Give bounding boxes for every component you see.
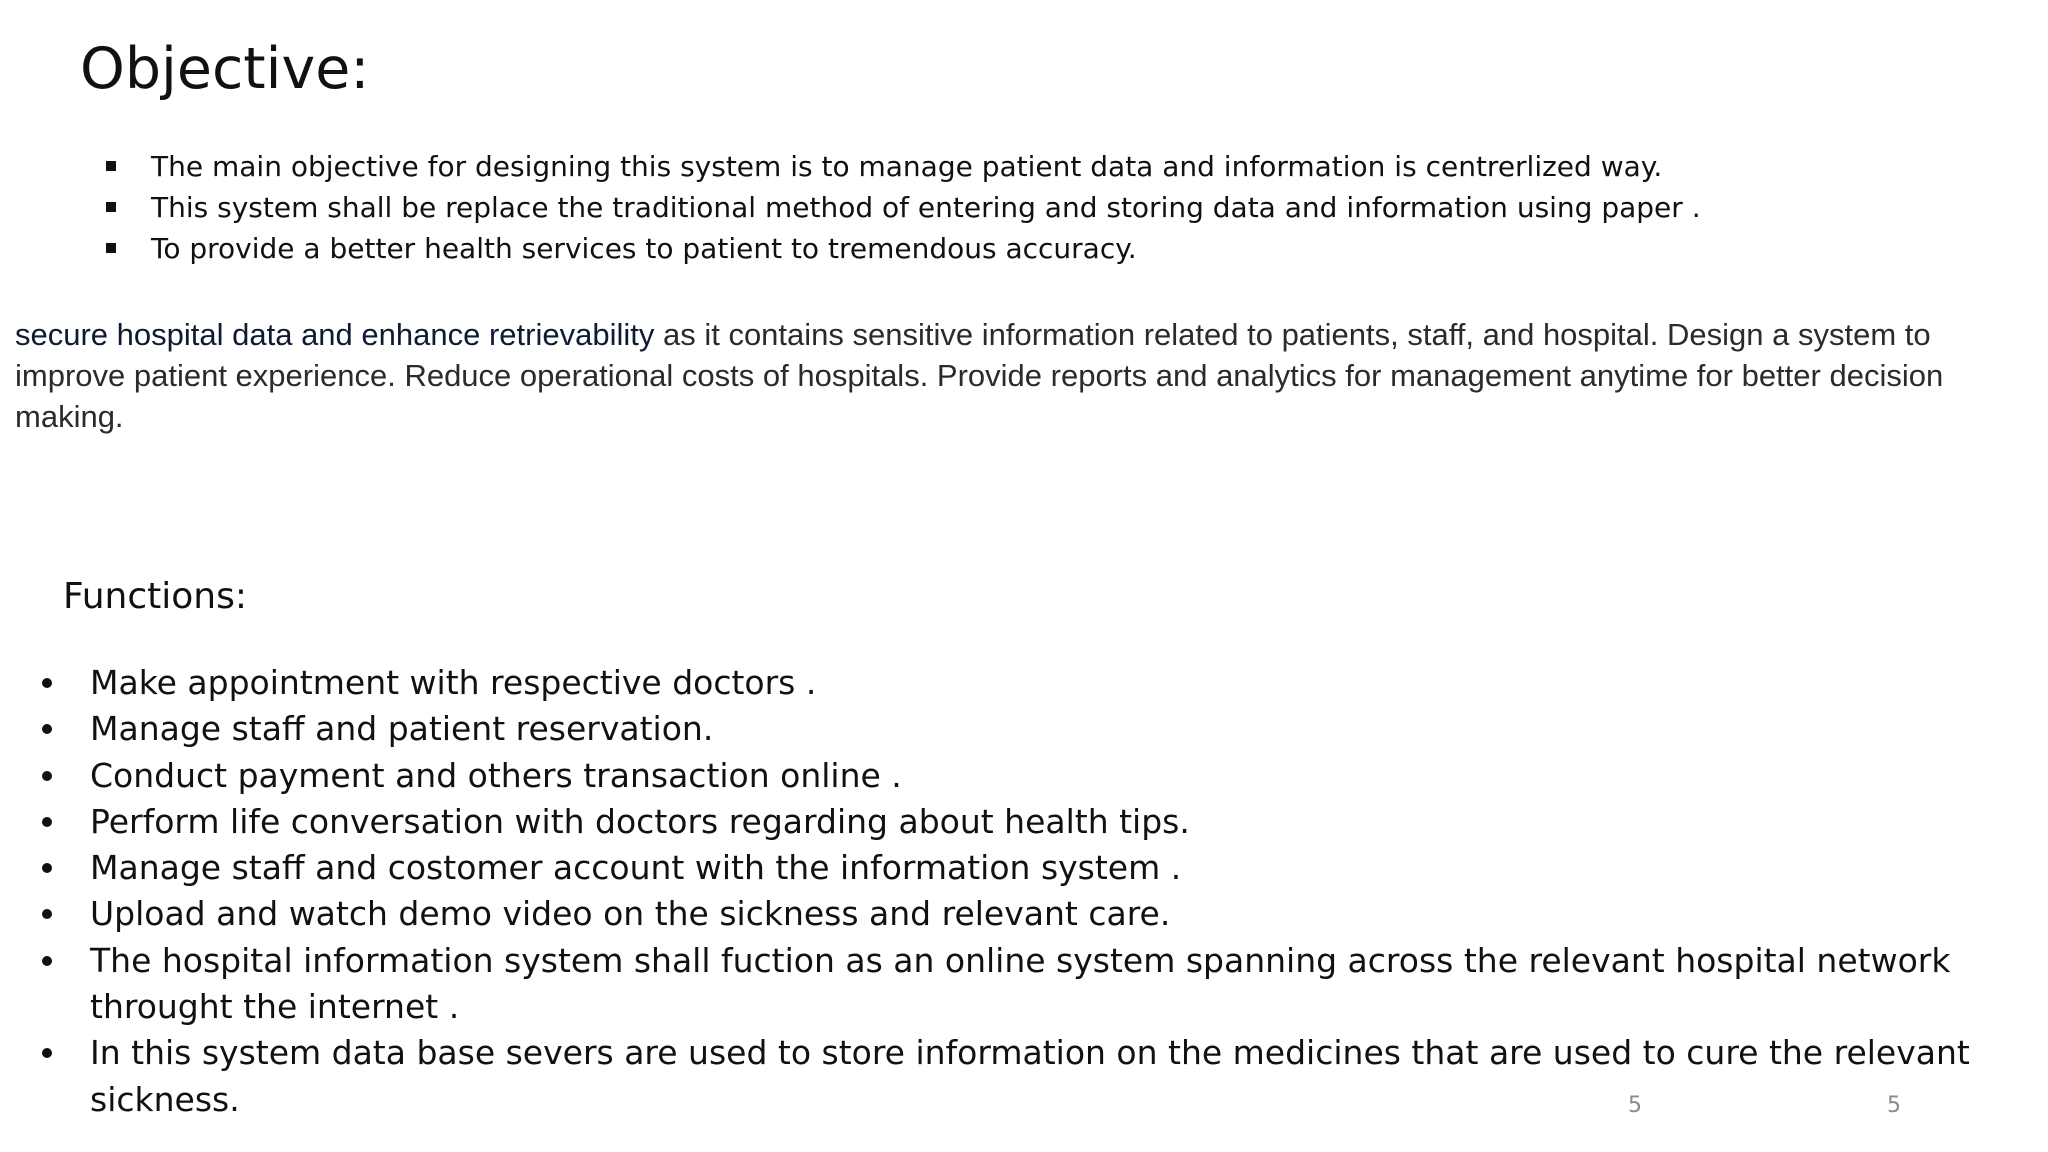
page-number-secondary: 5 <box>1887 1093 1901 1118</box>
objective-list <box>100 146 1701 269</box>
square-bullet-icon <box>106 161 116 171</box>
function-item <box>38 1030 2038 1123</box>
objective-title: Objective: <box>80 36 370 102</box>
function-item-text: Manage staff and patient reservation. <box>90 709 714 749</box>
square-bullet-icon <box>106 243 116 253</box>
description-rest: as it contains sensitive information related to patients, staff, and hospital. Design a system to improve patient experience. Reduce operational costs of hospitals. Provide reports and analytics for management anytime for better decision making. <box>15 317 1944 434</box>
square-bullet-icon <box>106 202 116 212</box>
function-item <box>38 706 2038 752</box>
function-item-text: Upload and watch demo video on the sickness and relevant care. <box>90 894 1171 934</box>
functions-title: Functions: <box>63 576 248 617</box>
function-item <box>38 845 2038 891</box>
function-item <box>38 891 2038 937</box>
description-paragraph <box>15 314 2040 437</box>
function-item-text: Manage staff and costomer account with the information system . <box>90 848 1182 888</box>
page-number: 5 <box>1628 1093 1642 1118</box>
function-item <box>38 753 2038 799</box>
objective-item-text: The main objective for designing this system is to manage patient data and information is centrerlized way. <box>151 150 1663 183</box>
round-bullet-icon <box>42 863 52 873</box>
round-bullet-icon <box>42 909 52 919</box>
round-bullet-icon <box>42 1048 52 1058</box>
function-item-text: In this system data base severs are used to store information on the medicines that are used to cure the relevant sickness. <box>90 1033 1970 1119</box>
objective-item <box>100 187 1701 228</box>
round-bullet-icon <box>42 771 52 781</box>
objective-item-text: To provide a better health services to patient to tremendous accuracy. <box>151 232 1137 265</box>
objective-item <box>100 228 1701 269</box>
objective-item-text: This system shall be replace the traditional method of entering and storing data and information using paper . <box>151 191 1701 224</box>
function-item <box>38 938 2038 1031</box>
function-item-text: Make appointment with respective doctors . <box>90 663 817 702</box>
round-bullet-icon <box>42 724 52 734</box>
function-item-text: Conduct payment and others transaction online . <box>90 755 902 795</box>
function-item-text: The hospital information system shall fuction as an online system spanning across the relevant hospital network throught the internet . <box>90 940 1951 1027</box>
round-bullet-icon <box>42 956 52 966</box>
round-bullet-icon <box>42 817 52 827</box>
function-item <box>38 799 2038 845</box>
functions-list <box>38 660 2038 1123</box>
description-lead: secure hospital data and enhance retrievability <box>15 317 655 352</box>
objective-item <box>100 146 1701 187</box>
round-bullet-icon <box>42 678 52 688</box>
function-item-text: Perform life conversation with doctors regarding about health tips. <box>90 801 1190 841</box>
function-item <box>38 660 2038 706</box>
